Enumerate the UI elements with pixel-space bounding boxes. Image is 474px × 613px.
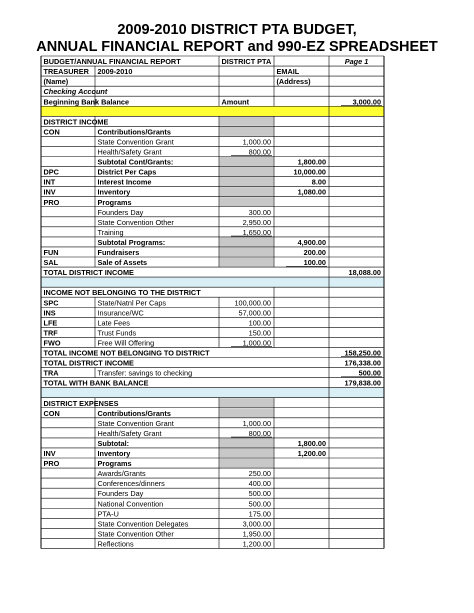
cell-a-row-2: (Name)	[43, 77, 69, 87]
cell-a-row-39: INV	[43, 449, 56, 458]
cell-b-row-40: Programs	[97, 459, 132, 469]
cell-a-row-40: PRO	[43, 459, 60, 469]
document-title-line-2: ANNUAL FINANCIAL REPORT and 990-EZ SPREADSHEET	[36, 39, 438, 55]
cell-a-row-31: TRA	[43, 368, 59, 378]
cell-b-row-27: Trust Funds	[97, 328, 137, 338]
cell-c-row-26: 100.00	[248, 318, 271, 328]
cell-b-row-15: Founders Day	[97, 207, 144, 217]
cell-e-row-32: 179,838.00	[344, 378, 381, 388]
cell-e-row-29: 158,250.00	[344, 348, 381, 358]
cell-a-row-24: SPC	[43, 298, 59, 308]
cell-a-row-34: DISTRICT EXPENSES	[43, 398, 119, 408]
cell-b-row-28: Free Will Offering	[97, 338, 155, 348]
cell-d-row-12: 8.00	[311, 177, 326, 187]
shaded-cell	[220, 258, 274, 267]
cell-b-row-25: Insurance/WC	[97, 308, 144, 318]
cell-c-row-44: 500.00	[248, 499, 271, 509]
cell-d-row-19: 200.00	[303, 248, 326, 257]
document-title-line-1: 2009-2010 DISTRICT PTA BUDGET,	[117, 22, 357, 38]
cell-b-row-37: Health/Safety Grant	[97, 428, 162, 438]
cell-b-row-47: State Convention Other	[97, 529, 174, 539]
cell-a-row-11: DPC	[43, 167, 59, 177]
cell-a-row-25: INS	[43, 308, 56, 318]
cell-d-row-38: 1,800.00	[297, 438, 326, 448]
shaded-cell	[220, 117, 274, 126]
cell-a-row-6: DISTRICT INCOME	[43, 117, 109, 127]
cell-a-row-13: INV	[43, 187, 56, 197]
cell-b-row-44: National Convention	[97, 499, 164, 509]
shaded-cell	[220, 448, 274, 457]
cell-c-row-0: DISTRICT PTA	[221, 57, 272, 67]
cell-a-row-14: PRO	[43, 197, 60, 207]
shaded-cell	[220, 187, 274, 196]
cell-b-row-35: Contributions/Grants	[97, 408, 171, 418]
shaded-cell	[220, 438, 274, 447]
cell-c-row-9: 800.00	[248, 147, 271, 157]
cell-b-row-36: State Convention Grant	[97, 418, 174, 428]
cell-d-row-10: 1,800.00	[297, 157, 326, 167]
cell-b-row-12: Interest Income	[97, 177, 152, 187]
cell-b-row-43: Founders Day	[97, 489, 144, 499]
cell-b-row-48: Reflections	[97, 539, 134, 549]
cell-d-row-18: 4,900.00	[297, 237, 326, 247]
cell-a-row-29: TOTAL INCOME NOT BELONGING TO DISTRICT	[43, 348, 210, 358]
cell-b-row-11: District Per Caps	[97, 167, 157, 177]
cell-b-row-46: State Convention Delegates	[97, 519, 189, 529]
cell-b-row-8: State Convention Grant	[97, 137, 174, 147]
cell-a-row-21: TOTAL DISTRICT INCOME	[43, 268, 134, 278]
highlight-band	[41, 277, 384, 287]
cell-a-row-12: INT	[43, 177, 56, 187]
cell-d-row-1: EMAIL	[276, 67, 300, 77]
cell-a-row-35: CON	[43, 408, 60, 418]
cell-a-row-32: TOTAL WITH BANK BALANCE	[43, 378, 149, 388]
cell-b-row-38: Subtotal:	[97, 438, 130, 448]
shaded-cell	[220, 459, 274, 468]
shaded-cell	[220, 127, 274, 136]
cell-d-row-2: (Address)	[276, 77, 311, 87]
cell-a-row-3: Checking Account	[43, 87, 108, 97]
cell-b-row-26: Late Fees	[97, 318, 130, 328]
shaded-cell	[220, 167, 274, 176]
highlight-band	[41, 106, 384, 116]
cell-d-row-13: 1,080.00	[297, 187, 326, 197]
cell-e-row-21: 18,088.00	[348, 268, 381, 278]
cell-c-row-47: 1,950.00	[242, 529, 271, 539]
cell-c-row-45: 175.00	[248, 509, 271, 519]
cell-b-row-1: 2009-2010	[97, 67, 133, 77]
cell-c-row-15: 300.00	[248, 207, 271, 217]
cell-b-row-9: Health/Safety Grant	[97, 147, 162, 157]
cell-c-row-28: 1,000.00	[242, 338, 271, 348]
cell-b-row-14: Programs	[97, 197, 132, 207]
cell-a-row-0: BUDGET/ANNUAL FINANCIAL REPORT	[43, 57, 181, 67]
cell-c-row-46: 3,000.00	[242, 519, 271, 529]
cell-c-row-41: 250.00	[248, 469, 271, 479]
cell-c-row-17: 1,650.00	[242, 227, 271, 237]
cell-b-row-13: Inventory	[97, 187, 131, 197]
cell-b-row-7: Contributions/Grants	[97, 127, 171, 137]
cell-c-row-8: 1,000.00	[242, 137, 271, 147]
cell-e-row-4: 3,000.00	[352, 97, 381, 107]
shaded-cell	[220, 237, 274, 246]
cell-b-row-41: Awards/Grants	[97, 469, 146, 479]
cell-d-row-20: 100.00	[303, 258, 326, 268]
cell-b-row-45: PTA-U	[97, 509, 119, 519]
cell-b-row-31: Transfer: savings to checking	[97, 368, 193, 378]
cell-a-row-30: TOTAL DISTRICT INCOME	[43, 358, 134, 368]
cell-b-row-20: Sale of Assets	[97, 258, 148, 268]
cell-c-row-36: 1,000.00	[242, 418, 271, 428]
cell-e-row-0: Page 1	[344, 57, 369, 67]
cell-a-row-19: FUN	[43, 248, 59, 257]
shaded-cell	[220, 177, 274, 186]
shaded-cell	[220, 197, 274, 206]
cell-b-row-17: Training	[97, 227, 124, 237]
cell-b-row-16: State Convention Other	[97, 217, 174, 227]
cell-b-row-39: Inventory	[97, 449, 131, 458]
shaded-cell	[220, 247, 274, 256]
cell-c-row-27: 150.00	[248, 328, 271, 338]
highlight-band	[41, 388, 384, 398]
cell-c-row-25: 57,000.00	[238, 308, 271, 318]
cell-b-row-19: Fundraisers	[97, 248, 140, 257]
cell-b-row-18: Subtotal Programs:	[97, 237, 166, 247]
cell-b-row-42: Conferences/dinners	[97, 479, 165, 489]
cell-a-row-23: INCOME NOT BELONGING TO THE DISTRICT	[43, 288, 201, 298]
cell-a-row-1: TREASURER	[43, 67, 89, 77]
cell-e-row-31: 500.00	[358, 368, 381, 378]
shaded-cell	[220, 398, 274, 407]
cell-c-row-24: 100,000.00	[234, 298, 271, 308]
cell-c-row-48: 1,200.00	[242, 539, 271, 549]
cell-d-row-11: 10,000.00	[293, 167, 326, 177]
cell-b-row-24: State/Natnl Per Caps	[97, 298, 167, 308]
cell-c-row-16: 2,950.00	[242, 217, 271, 227]
cell-c-row-43: 500.00	[248, 489, 271, 499]
cell-a-row-7: CON	[43, 127, 60, 137]
shaded-cell	[220, 157, 274, 166]
shaded-cell	[220, 408, 274, 417]
cell-a-row-28: FWO	[43, 338, 61, 348]
cell-a-row-26: LFE	[43, 318, 58, 328]
cell-c-row-42: 400.00	[248, 479, 271, 489]
cell-c-row-37: 800.00	[248, 428, 271, 438]
cell-c-row-4: Amount	[221, 97, 250, 107]
cell-a-row-20: SAL	[43, 258, 59, 268]
cell-e-row-30: 176,338.00	[344, 358, 381, 368]
cell-b-row-10: Subtotal Cont/Grants:	[97, 157, 174, 167]
cell-d-row-39: 1,200.00	[297, 449, 326, 458]
cell-a-row-27: TRF	[43, 328, 58, 338]
cell-a-row-4: Beginning Bank Balance	[43, 97, 130, 107]
